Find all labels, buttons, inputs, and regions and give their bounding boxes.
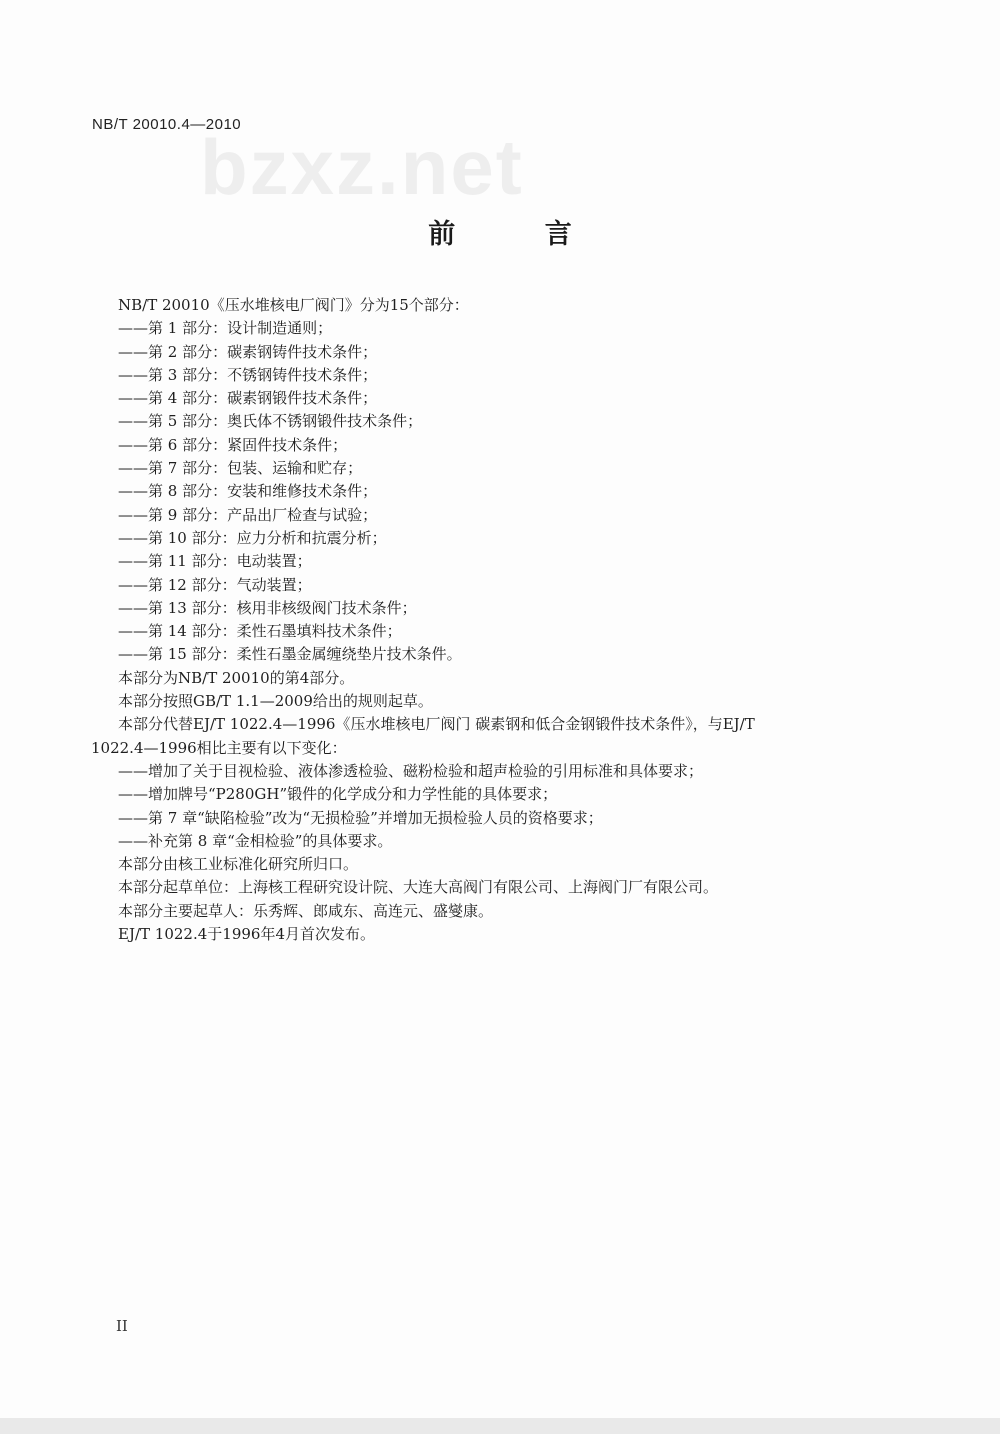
drafting-units-statement: 本部分起草单位：上海核工程研究设计院、大连大高阀门有限公司、上海阀门厂有限公司。 — [118, 878, 719, 897]
change-list-item: ——补充第 8 章“金相检验”的具体要求。 — [118, 831, 393, 850]
part-list-item: ——第 10 部分：应力分析和抗震分析； — [118, 528, 387, 547]
viewer-bottom-strip — [0, 1418, 1000, 1434]
this-part-statement: 本部分为NB/T 20010的第4部分。 — [118, 668, 355, 687]
intro-line: NB/T 20010《压水堆核电厂阀门》分为15个部分： — [118, 296, 469, 314]
part-list-item: ——第 9 部分：产品出厂检查与试验； — [118, 505, 378, 524]
change-list-item: ——增加了关于目视检验、液体渗透检验、磁粉检验和超声检验的引用标准和具体要求； — [118, 761, 704, 780]
part-list-item: ——第 3 部分：不锈钢铸件技术条件； — [118, 365, 378, 384]
standard-code: NB/T 20010.4—2010 — [92, 116, 242, 133]
part-list-item: ——第 14 部分：柔性石墨填料技术条件； — [118, 622, 402, 641]
page-number: II — [116, 1317, 128, 1335]
section-title: 前 言 — [428, 219, 612, 250]
first-published-statement: EJ/T 1022.4于1996年4月首次发布。 — [118, 925, 375, 944]
drafters-statement: 本部分主要起草人：乐秀辉、郎咸东、高连元、盛燮康。 — [118, 901, 494, 920]
change-list-item: ——第 7 章“缺陷检验”改为“无损检验”并增加无损检验人员的资格要求； — [118, 808, 603, 827]
part-list-item: ——第 15 部分：柔性石墨金属缠绕垫片技术条件。 — [118, 645, 462, 664]
change-list-item: ——增加牌号“P280GH”锻件的化学成分和力学性能的具体要求； — [118, 785, 558, 804]
replaces-statement: 本部分代替EJ/T 1022.4—1996《压水堆核电厂阀门 碳素钢和低合金钢锻件技术条件》，与EJ/T — [118, 715, 755, 734]
drafting-rule-statement: 本部分按照GB/T 1.1—2009给出的规则起草。 — [118, 692, 433, 711]
foreword-body — [91, 294, 908, 946]
part-list-item: ——第 11 部分：电动装置； — [118, 552, 312, 571]
part-list-item: ——第 12 部分：气动装置； — [118, 575, 312, 594]
part-list-item: ——第 5 部分：奥氏体不锈钢锻件技术条件； — [118, 412, 423, 431]
part-list-item: ——第 13 部分：核用非核级阀门技术条件； — [118, 598, 417, 617]
part-list-item: ——第 1 部分：设计制造通则； — [118, 319, 333, 338]
part-list-item: ——第 6 部分：紧固件技术条件； — [118, 435, 348, 454]
part-list-item: ——第 8 部分：安装和维修技术条件； — [118, 482, 378, 501]
part-list-item: ——第 2 部分：碳素钢铸件技术条件； — [118, 342, 378, 361]
part-list-item: ——第 7 部分：包装、运输和贮存； — [118, 459, 363, 478]
centralized-by-statement: 本部分由核工业标准化研究所归口。 — [118, 855, 359, 874]
part-list-item: ——第 4 部分：碳素钢锻件技术条件； — [118, 389, 378, 408]
replaces-statement-continued: 1022.4—1996相比主要有以下变化： — [91, 738, 347, 757]
watermark: bzxz.net — [200, 123, 524, 211]
